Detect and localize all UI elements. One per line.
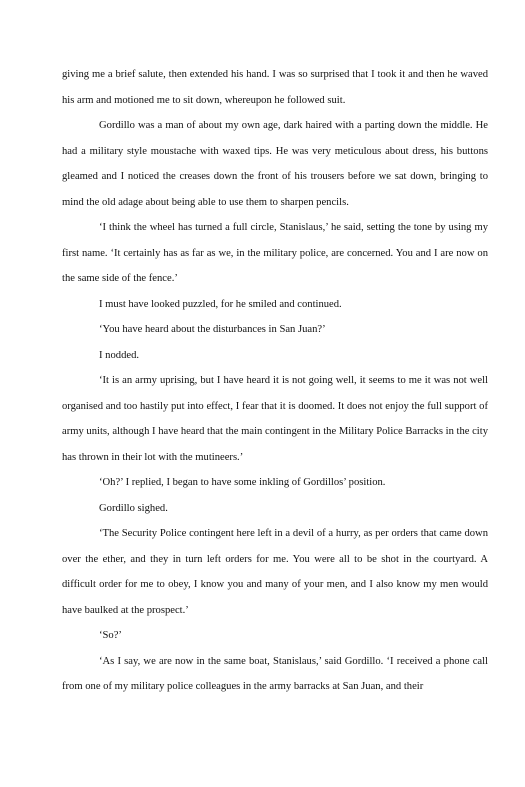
paragraph-8: ‘Oh?’ I replied, I began to have some inkling of Gordillos’ position. bbox=[99, 477, 386, 488]
paragraph-12: ‘As I say, we are now in the same boat, Stanislaus,’ said Gordillo. ‘I received a phone call from one of my military police colleagues in the army barracks at San Juan, and their bbox=[62, 655, 488, 692]
paragraph-6: I nodded. bbox=[99, 349, 140, 361]
paragraph-9: Gordillo sighed. bbox=[99, 502, 168, 514]
paragraph-10: ‘The Security Police contingent here left in a devil of a hurry, as per orders that came down over the ether, and they in turn left orders for me. You were all to be shot in the courtyard. A difficult order for me to obey, I know you and many of your men, and I also know my men would have baulked at the prospect.’ bbox=[62, 528, 488, 616]
paragraph-1: giving me a brief salute, then extended his hand. I was so surprised that I took it and then he waved his arm and motioned me to sit down, whereupon he followed suit. bbox=[62, 69, 488, 106]
paragraph-4: I must have looked puzzled, for he smiled and continued. bbox=[99, 298, 342, 310]
body-text bbox=[62, 62, 488, 700]
paragraph-3: ‘I think the wheel has turned a full circle, Stanislaus,’ he said, setting the tone by using my first name. ‘It certainly has as far as we, in the military police, are concerned. You and I are now on the same side of the fence.’ bbox=[62, 222, 488, 284]
paragraph-5: ‘You have heard about the disturbances in San Juan?’ bbox=[99, 324, 326, 335]
paragraph-7: ‘It is an army uprising, but I have heard it is not going well, it seems to me it was not well organised and too hastily put into effect, I fear that it is doomed. It does not enjoy the full support of army units, although I have heard that the main contingent in the Military Police Barracks in the city has thrown in their lot with the mutineers.’ bbox=[62, 375, 488, 463]
paragraph-2: Gordillo was a man of about my own age, dark haired with a parting down the middle. He had a military style moustache with waxed tips. He was very meticulous about dress, his buttons gleamed and I noticed the creases down the front of his trousers before we sat down, bringing to mind the old adage about being able to use them to sharpen pencils. bbox=[62, 120, 488, 208]
paragraph-11: ‘So?’ bbox=[99, 630, 122, 641]
